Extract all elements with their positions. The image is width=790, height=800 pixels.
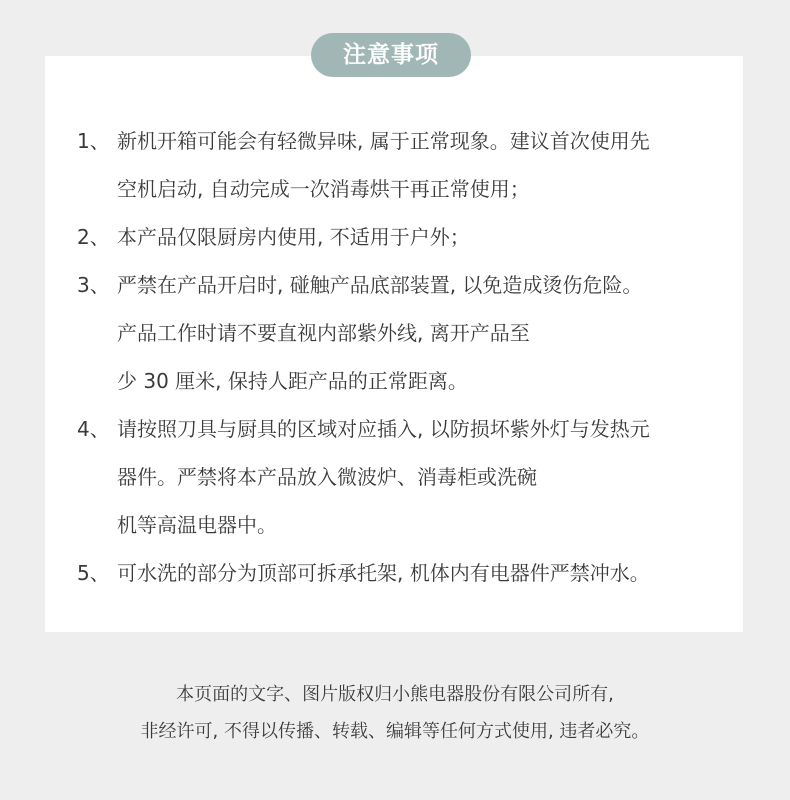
notice-list — [77, 117, 737, 597]
notice-item-2 — [77, 213, 737, 261]
notice-item-1 — [77, 117, 737, 213]
copyright-line-1: 本页面的文字、图片版权归小熊电器股份有限公司所有, — [176, 684, 614, 705]
item-number: 3、 — [77, 273, 110, 297]
copyright-notice — [0, 676, 790, 750]
notice-item-4 — [77, 405, 737, 549]
item-text-line: 机等高温电器中。 — [117, 513, 277, 537]
copyright-line-2: 非经许可, 不得以传播、转载、编辑等任何方式使用, 违者必究。 — [140, 721, 650, 742]
item-text-line: 器件。严禁将本产品放入微波炉、消毒柜或洗碗 — [117, 465, 537, 489]
item-number: 2、 — [77, 225, 110, 249]
item-text-line: 可水洗的部分为顶部可拆承托架, 机体内有电器件严禁冲水。 — [117, 561, 650, 585]
section-title-badge — [311, 33, 471, 77]
item-number: 1、 — [77, 129, 110, 153]
item-text-line: 请按照刀具与厨具的区域对应插入, 以防损坏紫外灯与发热元 — [117, 417, 650, 441]
item-text-line: 空机启动, 自动完成一次消毒烘干再正常使用； — [117, 177, 530, 201]
item-text-line: 本产品仅限厨房内使用, 不适用于户外； — [117, 225, 470, 249]
item-text-line: 新机开箱可能会有轻微异味, 属于正常现象。建议首次使用先 — [117, 129, 650, 153]
item-text-line: 产品工作时请不要直视内部紫外线, 离开产品至 — [117, 321, 530, 345]
notice-item-3 — [77, 261, 737, 405]
item-number: 5、 — [77, 561, 110, 585]
notice-item-5 — [77, 549, 737, 597]
section-title: 注意事项 — [343, 42, 439, 68]
item-text-line: 严禁在产品开启时, 碰触产品底部装置, 以免造成烫伤危险。 — [117, 273, 643, 297]
item-number: 4、 — [77, 417, 110, 441]
item-text-line: 少 30 厘米, 保持人距产品的正常距离。 — [117, 369, 468, 393]
